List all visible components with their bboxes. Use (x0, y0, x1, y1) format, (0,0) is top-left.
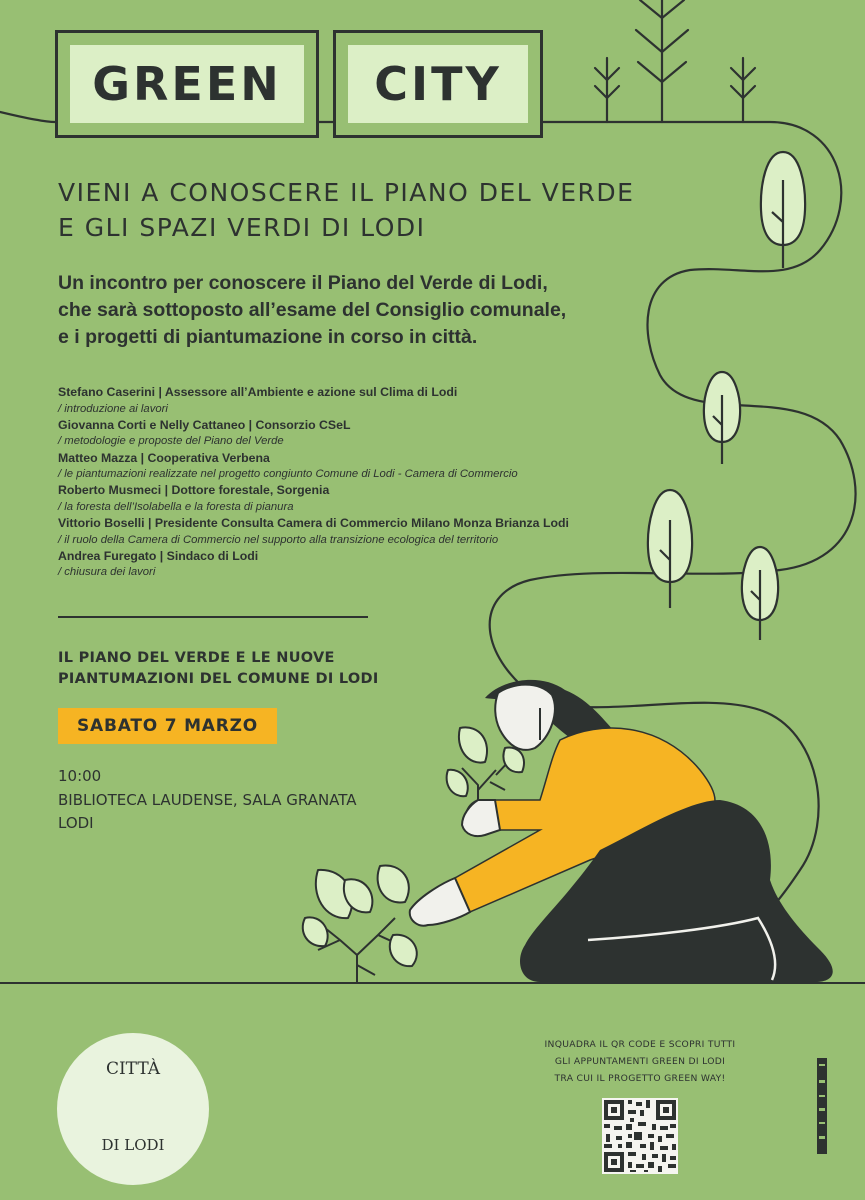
title-box-city (333, 30, 543, 138)
speaker-topic: / le piantumazioni realizzate nel progetto congiunto Comune di Lodi - Camera di Commercio (58, 468, 518, 481)
subtitle (58, 175, 634, 245)
qr-code-icon (602, 1098, 678, 1174)
pine-tree-icon (595, 58, 619, 122)
seal-text-bottom: DI LODI (101, 1136, 165, 1154)
qr-caption (520, 1036, 760, 1087)
event-title (58, 648, 379, 690)
event-time: 10:00 (58, 767, 102, 785)
speaker-item (58, 482, 618, 515)
qr-caption-line-1: INQUADRA IL QR CODE E SCOPRI TUTTI (544, 1039, 736, 1050)
seedling-icon (303, 865, 417, 982)
tree-icon (742, 547, 778, 640)
city-seal (57, 1033, 209, 1185)
speaker-item (58, 548, 618, 581)
event-venue: BIBLIOTECA LAUDENSE, SALA GRANATA (58, 790, 357, 809)
speaker-topic: / metodologie e proposte del Piano del Verde (58, 435, 284, 448)
seal-text-top: CITTÀ (105, 1059, 161, 1079)
subtitle-line-2: E GLI SPAZI VERDI DI LODI (58, 213, 426, 242)
qr-caption-line-2: GLI APPUNTAMENTI GREEN DI LODI (554, 1056, 726, 1067)
intro-line-3: e i progetti di piantumazione in corso in città. (58, 326, 478, 348)
section-divider (58, 616, 368, 618)
speaker-name: Giovanna Corti e Nelly Cattaneo | Consorzio CSeL (58, 417, 351, 432)
title-word-green: GREEN (70, 45, 304, 123)
title-box-green (55, 30, 319, 138)
pine-tree-icon (636, 0, 688, 122)
intro-line-1: Un incontro per conoscere il Piano del Verde di Lodi, (58, 272, 548, 294)
intro-text (58, 270, 566, 351)
subtitle-line-1: VIENI A CONOSCERE IL PIANO DEL VERDE (58, 178, 635, 207)
woman-illustration (410, 680, 833, 982)
barcode-icon (817, 1058, 827, 1154)
speaker-list (58, 384, 618, 581)
event-date-badge: SABATO 7 MARZO (58, 708, 277, 744)
speaker-name: Stefano Caserini | Assessore all’Ambiente e azione sul Clima di Lodi (58, 385, 458, 399)
speaker-item (58, 384, 618, 417)
speaker-topic: / il ruolo della Camera di Commercio nel supporto alla transizione ecologica del territorio (58, 533, 499, 546)
speaker-topic: / chiusura dei lavori (58, 566, 156, 579)
tree-icon (648, 490, 692, 608)
event-city: LODI (58, 814, 94, 832)
speaker-name: Matteo Mazza | Cooperativa Verbena (58, 450, 270, 465)
speaker-item (58, 515, 618, 548)
speaker-topic: / la foresta dell’Isolabella e la foresta di pianura (58, 500, 294, 513)
pine-tree-icon (731, 58, 755, 122)
event-title-line-2: PIANTUMAZIONI DEL COMUNE DI LODI (58, 671, 379, 687)
event-title-line-1: IL PIANO DEL VERDE E LE NUOVE (58, 650, 335, 666)
tree-icon (761, 152, 805, 268)
speaker-item (58, 450, 618, 483)
title-word-city: CITY (348, 45, 528, 123)
ground-line (0, 982, 865, 984)
qr-caption-line-3: TRA CUI IL PROGETTO GREEN WAY! (554, 1073, 726, 1084)
speaker-name: Vittorio Boselli | Presidente Consulta Camera di Commercio Milano Monza Brianza Lodi (58, 516, 569, 531)
speaker-topic: / introduzione ai lavori (58, 402, 168, 415)
speaker-item (58, 417, 618, 450)
tree-icon (704, 372, 740, 464)
intro-line-2: che sarà sottoposto all’esame del Consiglio comunale, (58, 299, 567, 321)
speaker-name: Roberto Musmeci | Dottore forestale, Sorgenia (58, 483, 330, 498)
speaker-name: Andrea Furegato | Sindaco di Lodi (58, 548, 259, 563)
event-details (58, 765, 357, 836)
